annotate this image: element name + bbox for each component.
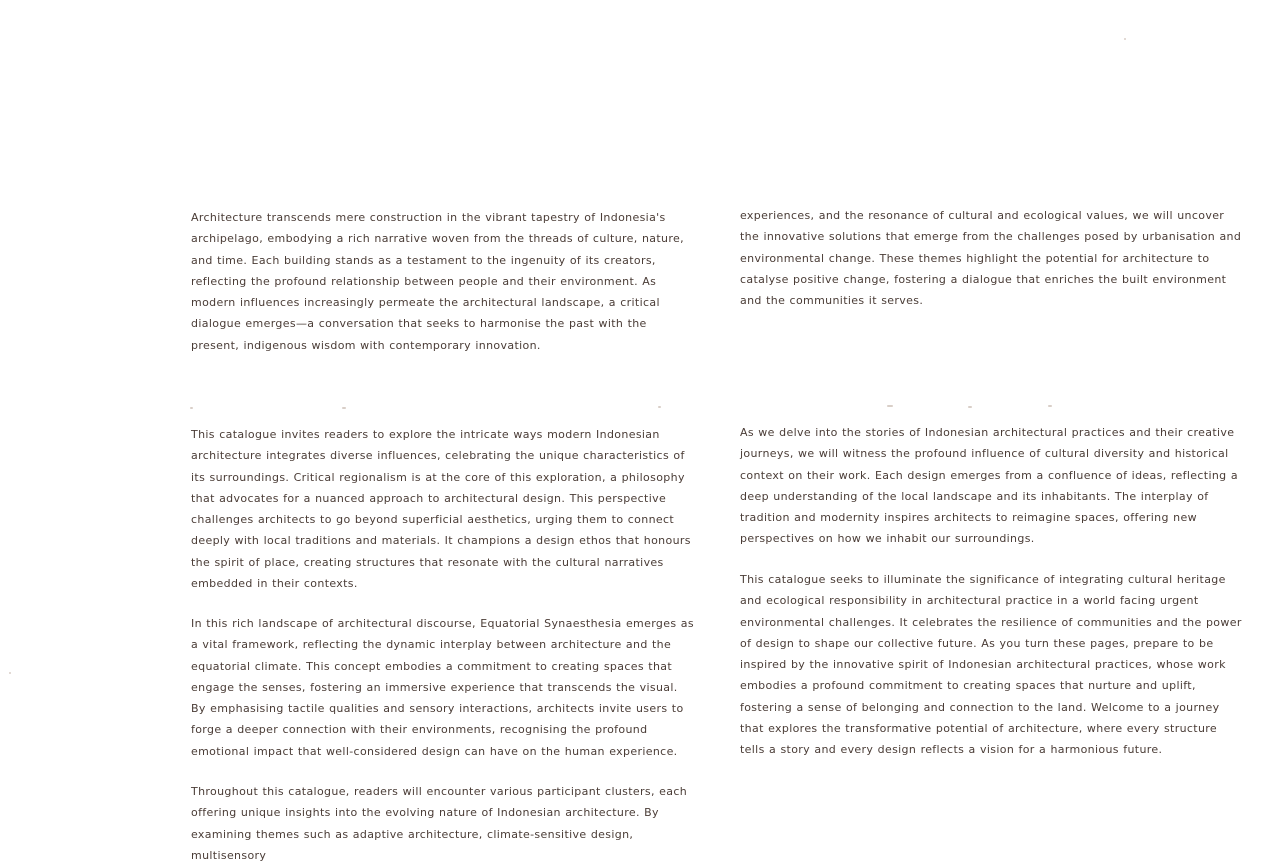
right-paragraph-1: experiences, and the resonance of cultural and ecological values, we will uncover the innovative solutions that emerge from the challenges posed by urbanisation and environmental change. These themes highlight the potential for architecture to catalyse positive change, fostering a dialogue that enriches the built environment and the communities it serves. bbox=[740, 209, 1242, 308]
left-paragraph-2: This catalogue invites readers to explore the intricate ways modern Indonesian architecture integrates diverse influences, celebrating the unique characteristics of its surroundings. Critical regionalism is at the core of this exploration, a philosophy that advocates for a nuanced approach to architectural design. This perspective challenges architects to go beyond superficial aesthetics, urging them to connect deeply with local traditions and materials. It champions a design ethos that honours the spirit of place, creating structures that resonate with the cultural narratives embedded in their contexts. bbox=[191, 428, 691, 591]
scan-speck bbox=[658, 406, 661, 408]
scan-speck bbox=[9, 672, 11, 674]
left-paragraph-1: Architecture transcends mere construction in the vibrant tapestry of Indonesia's archipelago, embodying a rich narrative woven from the threads of culture, nature, and time. Each building stands as a testament to the ingenuity of its creators, reflecting the profound relationship between people and their environment. As modern influences increasingly permeate the architectural landscape, a critical dialogue emerges—a conversation that seeks to harmonise the past with the present, indigenous wisdom with contemporary innovation. bbox=[191, 211, 684, 352]
right-paragraph-3: This catalogue seeks to illuminate the significance of integrating cultural heritage and ecological responsibility in architectural practice in a world facing urgent environmental challenges. It celebrates the resilience of communities and the power of design to shape our collective future. As you turn these pages, prepare to be inspired by the innovative spirit of Indonesian architectural practices, whose work embodies a profound commitment to creating spaces that nurture and uplift, fostering a sense of belonging and connection to the land. Welcome to a journey that explores the transformative potential of architecture, where every structure tells a story and every design reflects a vision for a harmonious future. bbox=[740, 573, 1242, 757]
scan-speck bbox=[1048, 405, 1052, 407]
scan-speck bbox=[968, 406, 972, 408]
left-paragraph-3: In this rich landscape of architectural discourse, Equatorial Synaesthesia emerges as a vital framework, reflecting the dynamic interplay between architecture and the equatorial climate. This concept embodies a commitment to creating spaces that engage the senses, fostering an immersive experience that transcends the visual. By emphasising tactile qualities and sensory interactions, architects invite users to forge a deeper connection with their environments, recognising the profound emotional impact that well-considered design can have on the human experience. bbox=[191, 617, 694, 758]
scan-speck bbox=[342, 407, 346, 409]
right-paragraph-2: As we delve into the stories of Indonesian architectural practices and their creative journeys, we will witness the profound influence of cultural diversity and historical context on their work. Each design emerges from a confluence of ideas, reflecting a deep understanding of the local landscape and its inhabitants. The interplay of tradition and modernity inspires architects to reimagine spaces, offering new perspectives on how we inhabit our surroundings. bbox=[740, 426, 1238, 546]
scan-speck bbox=[190, 407, 193, 409]
scan-speck bbox=[1124, 38, 1126, 40]
scan-speck bbox=[887, 405, 893, 407]
left-paragraph-4: Throughout this catalogue, readers will encounter various participant clusters, each offering unique insights into the evolving nature of Indonesian architecture. By examining themes such as adaptive architecture, climate-sensitive design, multisensory bbox=[191, 785, 688, 862]
